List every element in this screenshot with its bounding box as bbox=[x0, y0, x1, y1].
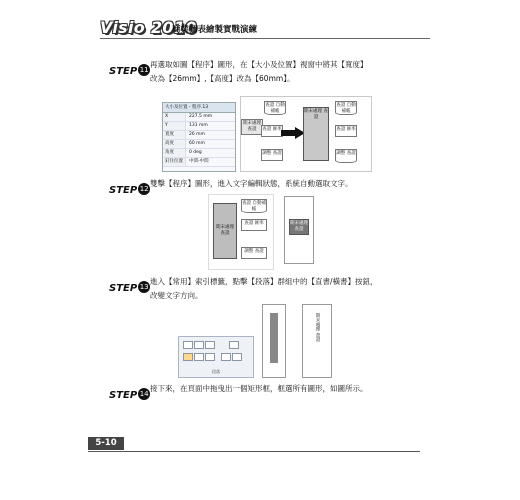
header-title: 商業圖表繪製實戰演練 bbox=[172, 25, 258, 35]
document-shape[interactable]: 查證 自動補帳 bbox=[336, 103, 356, 114]
row-value[interactable]: 中間-中間 bbox=[189, 159, 209, 164]
row-key: Y bbox=[163, 122, 186, 130]
row-key: 釘住位置 bbox=[163, 158, 186, 166]
step-11-line-2: 改為【26mm】,【高度】改為【60mm】。 bbox=[150, 74, 295, 83]
step-11-line-1: 再選取如圖【程序】圖形，在【大小及位置】視窗中將其【寬度】 bbox=[150, 60, 368, 69]
footer-divider bbox=[88, 451, 420, 452]
document-shape[interactable]: 調整 查證 bbox=[261, 149, 283, 161]
row-key: X bbox=[163, 113, 186, 121]
edited-shape-box bbox=[284, 196, 314, 264]
step-13-line-1: 進入【常用】索引標籤，點擊【段落】群組中的【直書/橫書】按鈕， bbox=[150, 277, 378, 286]
indent-decrease-icon[interactable] bbox=[221, 353, 231, 361]
vertical-text-button[interactable] bbox=[183, 353, 193, 361]
indent-increase-icon[interactable] bbox=[232, 353, 242, 361]
step-word: STEP bbox=[109, 185, 138, 196]
document-shape[interactable]: 查證 自動補帳 bbox=[242, 201, 266, 212]
step-12-label bbox=[109, 178, 150, 197]
step-number: 14 bbox=[139, 389, 149, 398]
row-value[interactable]: 227.5 mm bbox=[189, 114, 213, 119]
highlighted-text[interactable]: 期末處理 查證 bbox=[289, 219, 309, 235]
step-number: 13 bbox=[139, 282, 149, 291]
row-value[interactable]: 60 mm bbox=[189, 141, 205, 146]
step-11-label bbox=[109, 59, 150, 78]
distribute-icon[interactable] bbox=[205, 353, 215, 361]
panel-row bbox=[163, 122, 235, 131]
arrow-right-icon bbox=[281, 127, 305, 139]
document-shape[interactable]: 查證 匯率 bbox=[261, 125, 283, 137]
align-center-icon[interactable] bbox=[194, 341, 204, 349]
text-direction-icon[interactable] bbox=[229, 341, 239, 349]
row-key: 寬度 bbox=[163, 131, 186, 139]
row-key: 角度 bbox=[163, 149, 186, 157]
page-number: 5-10 bbox=[88, 437, 124, 450]
step-11-text bbox=[150, 58, 368, 86]
step-word: STEP bbox=[109, 66, 138, 77]
row-key: 高度 bbox=[163, 140, 186, 148]
diagram-editing bbox=[208, 194, 274, 270]
brand-logo: Visio 2010 bbox=[100, 18, 197, 37]
step-13-text bbox=[150, 275, 378, 303]
resized-process-shape[interactable]: 期末處理 查證 bbox=[303, 107, 329, 161]
step-14-label bbox=[109, 383, 150, 402]
diagram-before-after bbox=[240, 96, 372, 172]
step-word: STEP bbox=[109, 283, 138, 294]
selected-process-shape[interactable] bbox=[213, 203, 237, 259]
step-13-label bbox=[109, 276, 150, 295]
vertical-text: 期末處理 查證 bbox=[315, 313, 320, 342]
panel-row bbox=[163, 140, 235, 149]
step-13-line-2: 改變文字方向。 bbox=[150, 291, 203, 300]
step-number: 12 bbox=[139, 184, 149, 193]
group-label: 段落 bbox=[212, 369, 220, 374]
process-shape[interactable]: 期末處理 查證 bbox=[241, 119, 263, 135]
panel-row bbox=[163, 158, 235, 167]
row-value[interactable]: 0 deg bbox=[189, 150, 202, 155]
document-shape[interactable]: 調整 查證 bbox=[335, 149, 357, 163]
row-value[interactable]: 131 mm bbox=[189, 123, 208, 128]
paragraph-ribbon-group bbox=[178, 336, 254, 378]
shape-text: 期末處理 查證 bbox=[216, 225, 234, 236]
document-shape[interactable]: 查證 匯率 bbox=[335, 125, 357, 137]
step-14-line-1: 接下來，在頁面中拖曳出一個矩形框，框選所有圖形，如圖所示。 bbox=[150, 384, 368, 393]
align-left-icon[interactable] bbox=[183, 341, 193, 349]
document-shape[interactable]: 查證 匯率 bbox=[241, 219, 267, 231]
panel-row bbox=[163, 149, 235, 158]
align-right-icon[interactable] bbox=[205, 341, 215, 349]
panel-row bbox=[163, 131, 235, 140]
panel-title: 大小及位置 - 程序.13 bbox=[163, 103, 235, 113]
document-shape[interactable]: 調整 查證 bbox=[241, 247, 267, 259]
step-number: 11 bbox=[139, 65, 149, 74]
vertical-selected-text bbox=[270, 313, 278, 363]
step-12-text bbox=[150, 177, 353, 191]
row-value[interactable]: 26 mm bbox=[189, 132, 205, 137]
step-word: STEP bbox=[109, 390, 138, 401]
justify-icon[interactable] bbox=[194, 353, 204, 361]
document-shape[interactable]: 查證 自動補帳 bbox=[265, 103, 285, 114]
vertical-text-shape-2 bbox=[302, 304, 332, 378]
header-divider bbox=[100, 38, 430, 39]
step-14-text bbox=[150, 382, 368, 396]
step-12-line-1: 雙擊【程序】圖形，進入文字編輯狀態，系統自動選取文字。 bbox=[150, 179, 353, 188]
size-position-panel bbox=[162, 102, 236, 172]
panel-row bbox=[163, 113, 235, 122]
vertical-text-shape-1 bbox=[262, 304, 286, 378]
